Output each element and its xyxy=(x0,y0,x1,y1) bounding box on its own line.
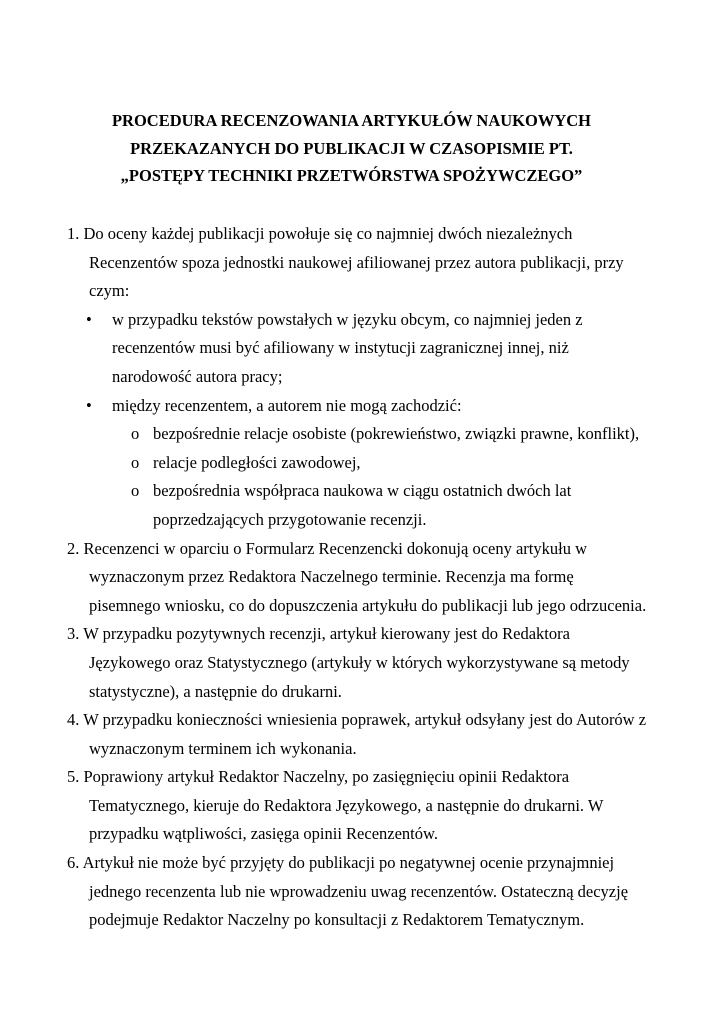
procedure-item-1 xyxy=(67,220,667,535)
bullet-item-1 xyxy=(67,306,667,392)
item-1-line-2: Recenzentów spoza jednostki naukowej afiliowanej przez autora publikacji, przy xyxy=(89,252,624,272)
sub-2-line-1: relacje podległości zawodowej, xyxy=(153,452,361,472)
item-5-line-3: przypadku wątpliwości, zasięga opinii Recenzentów. xyxy=(89,824,438,844)
item-2-line-1: 2. Recenzenci w oparciu o Formularz Recenzencki dokonują oceny artykułu w xyxy=(67,538,588,558)
sub-marker: o xyxy=(131,424,140,444)
title-line-2: PRZEKAZANYCH DO PUBLIKACJI W CZASOPISMIE PT. xyxy=(130,138,573,158)
item-6-line-3: podejmuje Redaktor Naczelny po konsultacji z Redaktorem Tematycznym. xyxy=(89,910,585,930)
item-2-line-3: pisemnego wniosku, co do dopuszczenia artykułu do publikacji lub jego odrzucenia. xyxy=(89,595,647,615)
procedure-item-5 xyxy=(67,763,667,849)
sub-1-line-1: bezpośrednie relacje osobiste (pokrewieństwo, związki prawne, konflikt), xyxy=(153,424,640,444)
sub-item-1 xyxy=(67,420,667,449)
item-4-line-1: 4. W przypadku konieczności wniesienia poprawek, artykuł odsyłany jest do Autorów z xyxy=(67,710,647,730)
bullet-1-line-3: narodowość autora pracy; xyxy=(112,366,283,386)
item-4-line-2: wyznaczonym terminem ich wykonania. xyxy=(89,738,357,758)
sub-3-line-1: bezpośrednia współpraca naukowa w ciągu ostatnich dwóch lat xyxy=(153,481,572,501)
item-6-line-1: 6. Artykuł nie może być przyjęty do publikacji po negatywnej ocenie przynajmniej xyxy=(67,853,615,873)
item-3-line-2: Językowego oraz Statystycznego (artykuły w których wykorzystywane są metody xyxy=(89,652,630,672)
sub-marker: o xyxy=(131,481,140,501)
title-line-1: PROCEDURA RECENZOWANIA ARTYKUŁÓW NAUKOWYCH xyxy=(111,111,592,130)
sub-item-3 xyxy=(67,477,667,506)
item-2-line-2: wyznaczonym przez Redaktora Naczelnego terminie. Recenzja ma formę xyxy=(89,567,574,587)
procedure-item-2 xyxy=(67,535,667,621)
bullet-1-line-1: w przypadku tekstów powstałych w języku obcym, co najmniej jeden z xyxy=(112,309,583,329)
bullet-2-line-1: między recenzentem, a autorem nie mogą zachodzić: xyxy=(112,395,462,415)
bullet-marker: • xyxy=(86,309,92,329)
bullet-item-2 xyxy=(67,392,667,535)
item-3-line-1: 3. W przypadku pozytywnych recenzji, artykuł kierowany jest do Redaktora xyxy=(67,624,570,644)
item-5-line-1: 5. Poprawiony artykuł Redaktor Naczelny, po zasięgnięciu opinii Redaktora xyxy=(67,767,570,787)
procedure-item-3 xyxy=(67,620,667,706)
title-line-3: „POSTĘPY TECHNIKI PRZETWÓRSTWA SPOŻYWCZEGO” xyxy=(120,166,583,185)
procedure-item-6 xyxy=(67,849,667,935)
sub-marker: o xyxy=(131,452,140,472)
sub-3-line-2: poprzedzających przygotowanie recenzji. xyxy=(153,509,427,529)
item-1-line-3: czym: xyxy=(89,281,130,301)
item-5-line-2: Tematycznego, kieruje do Redaktora Językowego, a następnie do drukarni. W xyxy=(89,795,604,815)
document-title xyxy=(0,107,703,190)
procedure-item-4 xyxy=(67,706,667,763)
procedure-list xyxy=(67,220,667,935)
item-1-line-1: 1. Do oceny każdej publikacji powołuje się co najmniej dwóch niezależnych xyxy=(67,224,573,243)
bullet-1-line-2: recenzentów musi być afiliowany w instytucji zagranicznej innej, niż xyxy=(112,338,569,358)
item-6-line-2: jednego recenzenta lub nie wprowadzeniu uwag recenzentów. Ostateczną decyzję xyxy=(89,881,629,901)
sub-item-2 xyxy=(67,449,667,478)
bullet-marker: • xyxy=(86,395,92,415)
item-3-line-3: statystyczne), a następnie do drukarni. xyxy=(89,681,342,701)
